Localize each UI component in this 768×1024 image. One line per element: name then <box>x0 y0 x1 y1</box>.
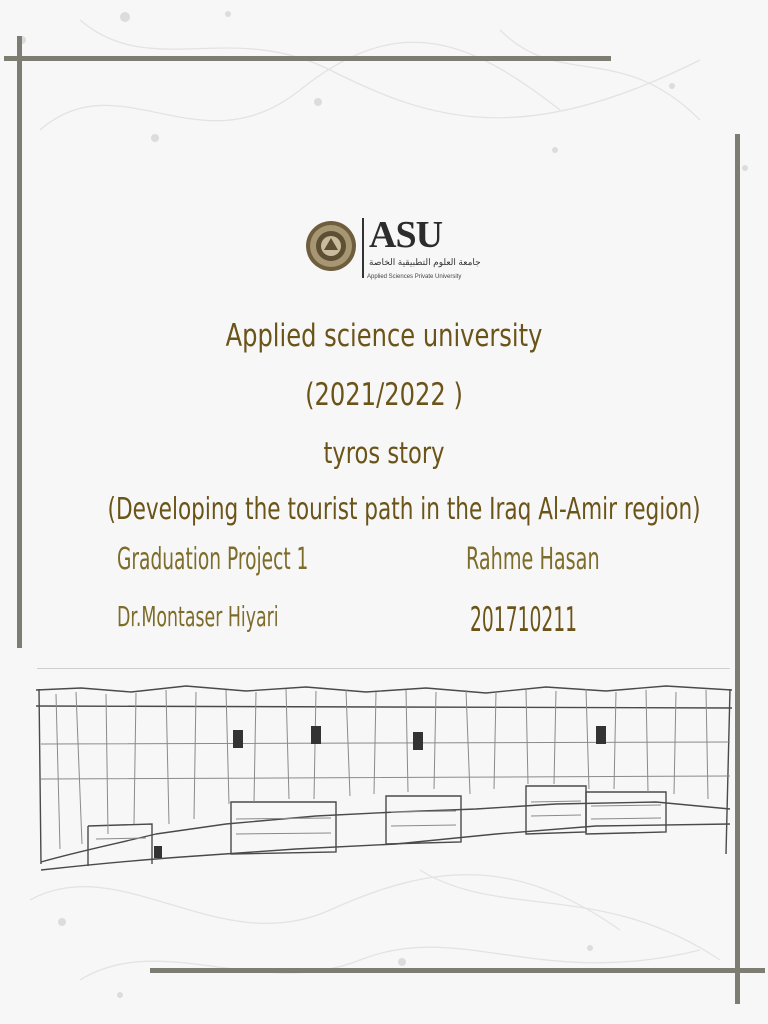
frame-top-bar <box>4 56 611 61</box>
course-label: Graduation Project 1 <box>117 542 309 577</box>
logo-arabic-name: جامعة العلوم التطبيقية الخاصة <box>369 257 481 267</box>
logo-divider <box>362 218 364 278</box>
university-logo <box>305 214 481 288</box>
frame-left-bar <box>17 36 22 648</box>
divider-line <box>37 668 730 669</box>
logo-subtitle: Applied Sciences Private University <box>367 274 462 280</box>
project-name: tyros story <box>323 436 445 470</box>
student-id: 201710211 <box>470 600 578 640</box>
logo-wordmark: ASU <box>369 214 443 256</box>
university-title: Applied science university <box>225 318 543 354</box>
qasr-al-abd-facade-sketch-icon <box>36 684 732 890</box>
supervisor-name: Dr.Montaser Hiyari <box>117 600 279 633</box>
university-seal-icon <box>305 220 357 272</box>
project-description: (Developing the tourist path in the Iraq Al-Amir region) <box>107 492 701 527</box>
academic-year: (2021/2022 ) <box>305 377 463 413</box>
frame-right-bar <box>735 134 740 1004</box>
student-name: Rahme Hasan <box>466 542 600 577</box>
frame-bottom-bar <box>150 968 765 973</box>
